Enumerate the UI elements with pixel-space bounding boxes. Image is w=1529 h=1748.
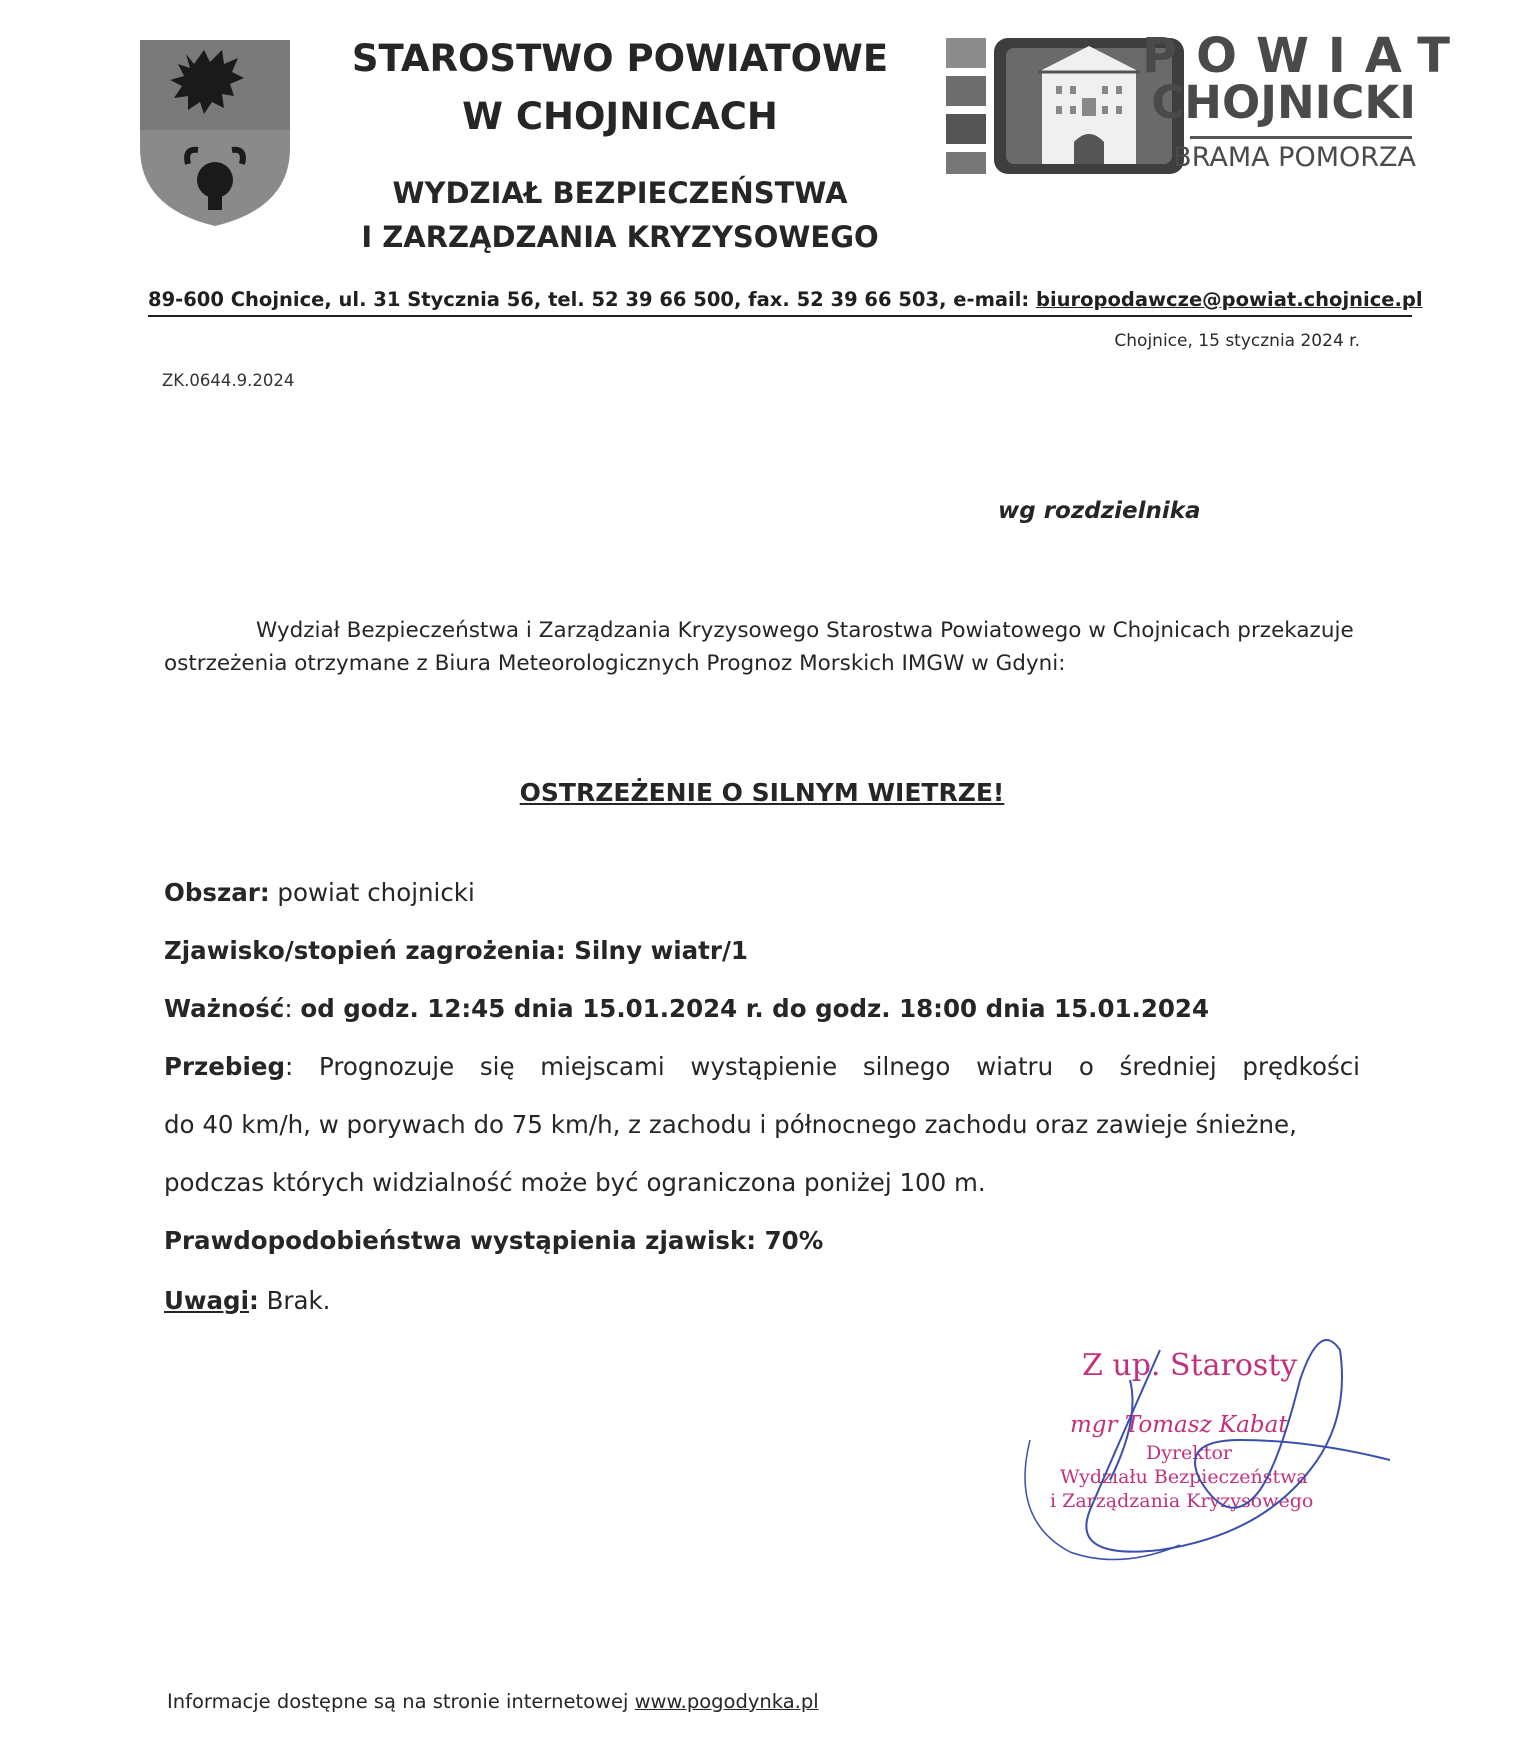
official-stamp — [1010, 1320, 1410, 1570]
probability-value: : 70% — [746, 1226, 824, 1255]
stamp-line3: Dyrektor — [1146, 1442, 1232, 1464]
notes-colon: : — [249, 1286, 259, 1315]
warning-title: OSTRZEŻENIE O SILNYM WIETRZE! — [519, 778, 1005, 807]
course-line-1 — [164, 1052, 1360, 1081]
validity-value: od godz. 12:45 dnia 15.01.2024 r. do godz. 18:00 dnia 15.01.2024 — [300, 994, 1210, 1023]
validity-field — [164, 994, 1364, 1023]
logo-word-powiat: POWIAT — [1142, 28, 1469, 84]
header-divider — [148, 315, 1412, 317]
footer-text: Informacje dostępne są na stronie internetowej — [167, 1690, 635, 1713]
address-text: 89-600 Chojnice, ul. 31 Stycznia 56, tel. 52 39 66 500, fax. 52 39 66 503, e-mail: — [148, 288, 1037, 311]
department-name-line1: WYDZIAŁ BEZPIECZEŃSTWA — [392, 176, 848, 210]
area-field — [164, 878, 1364, 907]
logo-tagline: BRAMA POMORZA — [1173, 142, 1416, 173]
contact-address — [148, 288, 1423, 311]
course-text-1: : Prognozuje się miejscami wystąpienie silnego wiatru o średniej prędkości — [285, 1052, 1360, 1081]
notes-value: Brak. — [258, 1286, 331, 1315]
probability-field — [164, 1226, 1364, 1255]
validity-label: Ważność — [164, 994, 285, 1023]
email-link[interactable]: biuropodawcze@powiat.chojnice.pl — [1036, 288, 1423, 311]
stamp-line5: i Zarządzania Kryzysowego — [1050, 1490, 1314, 1512]
probability-label: Prawdopodobieństwa wystąpienia zjawisk — [164, 1226, 747, 1255]
office-name-line1: STAROSTWO POWIATOWE — [351, 37, 889, 80]
course-line-2: do 40 km/h, w porywach do 75 km/h, z zachodu i północnego zachodu oraz zawieje śnieżne, — [164, 1110, 1297, 1139]
office-name-line2: W CHOJNICACH — [462, 95, 778, 138]
stamp-line2: mgr Tomasz Kabat — [1070, 1412, 1288, 1438]
validity-colon: : — [284, 994, 301, 1023]
pogodynka-link[interactable]: www.pogodynka.pl — [634, 1690, 819, 1713]
course-label: Przebieg — [164, 1052, 286, 1081]
phenomenon-field — [164, 936, 1364, 965]
notes-label: Uwagi — [164, 1286, 249, 1315]
intro-paragraph: Wydział Bezpieczeństwa i Zarządzania Kryzysowego Starostwa Powiatowego w Chojnicach przekazuje ostrzeżenia otrzymane z Biura Meteorologicznych Prognoz Morskich IMGW w Gdyni: — [164, 618, 1354, 676]
logo-word-chojnicki: CHOJNICKI — [1151, 76, 1416, 129]
stamp-line4: Wydziału Bezpieczeństwa — [1060, 1466, 1308, 1488]
notes-field — [164, 1286, 1364, 1315]
powiat-chojnicki-logo — [946, 28, 1469, 178]
area-label: Obszar: — [164, 878, 270, 907]
place-date: Chojnice, 15 stycznia 2024 r. — [1114, 331, 1360, 351]
signature-icon — [1010, 1320, 1410, 1570]
recipient: wg rozdzielnika — [998, 498, 1201, 524]
stamp-line1: Z up. Starosty — [1082, 1348, 1298, 1383]
phenomenon-value: Silny wiatr/1 — [565, 936, 748, 965]
area-value: powiat chojnicki — [269, 878, 475, 907]
phenomenon-label: Zjawisko/stopień zagrożenia: — [164, 936, 566, 965]
reference-number: ZK.0644.9.2024 — [162, 371, 295, 390]
department-name-line2: I ZARZĄDZANIA KRYZYSOWEGO — [361, 220, 879, 254]
course-line-3: podczas których widzialność może być ograniczona poniżej 100 m. — [164, 1168, 986, 1197]
coat-of-arms-icon — [138, 38, 292, 228]
footer-note — [167, 1690, 819, 1713]
